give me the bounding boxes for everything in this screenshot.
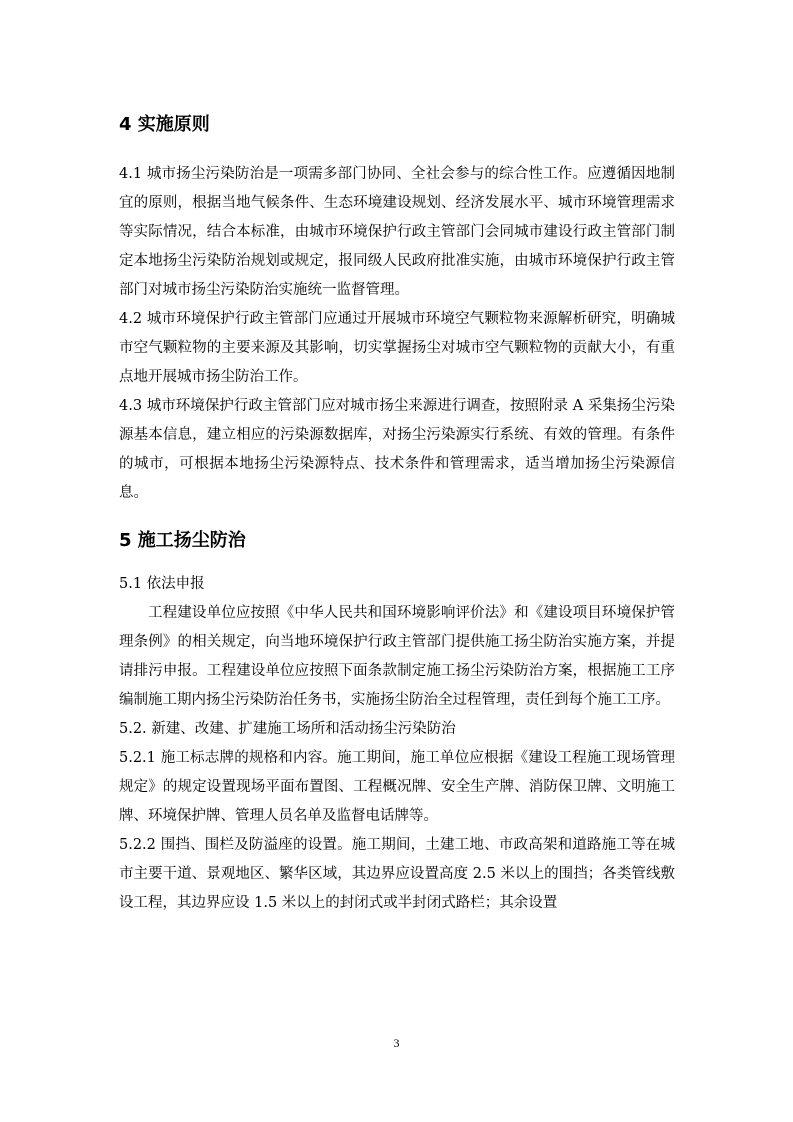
clause-5-2: 5.2. 新建、改建、扩建施工场所和活动扬尘污染防治 xyxy=(119,721,456,737)
clause-4-1: 4.1 城市扬尘污染防治是一项需多部门协同、全社会参与的综合性工作。应遵循因地制宜的原则，根据当地气候条件、生态环境建设规划、经济发展水平、城市环境管理需求等实际情况，结合本标准，由城市环境保护行政主管部门会同城市建设行政主管部门制定本地扬尘污染防治规划或规定，报同级人民政府批准实施，由城市环境保护行政主管部门对城市扬尘污染防治实施统一监督管理。 xyxy=(119,166,675,298)
page-content xyxy=(119,110,675,918)
clause-5-1-body: 工程建设单位应按照《中华人民共和国环境影响评价法》和《建设项目环境保护管理条例》的相关规定，向当地环境保护行政主管部门提供施工扬尘防治实施方案，并提请排污申报。工程建设单位应按照下面条款制定施工扬尘污染防治方案，根据施工工序编制施工期内扬尘污染防治任务书，实施扬尘防治全过程管理，责任到每个施工工序。 xyxy=(119,605,675,708)
page-number: 3 xyxy=(393,1036,400,1050)
clause-5-2-1: 5.2.1 施工标志牌的规格和内容。施工期间，施工单位应根据《建设工程施工现场管理规定》的规定设置现场平面布置图、工程概况牌、安全生产牌、消防保卫牌、文明施工牌、环境保护牌、管理人员名单及监督电话牌等。 xyxy=(119,750,675,824)
clause-4-2: 4.2 城市环境保护行政主管部门应通过开展城市环境空气颗粒物来源解析研究，明确城市空气颗粒物的主要来源及其影响，切实掌握扬尘对城市空气颗粒物的贡献大小，有重点地开展城市扬尘防治工作。 xyxy=(119,311,675,385)
section-heading-4: 4 实施原则 xyxy=(119,114,210,135)
section-heading-5: 5 施工扬尘防治 xyxy=(119,530,246,551)
clause-4-3: 4.3 城市环境保护行政主管部门应对城市扬尘来源进行调查，按照附录 A 采集扬尘污染源基本信息，建立相应的污染源数据库，对扬尘污染源实行系统、有效的管理。有条件的城市，可根据本地扬尘污染源特点、技术条件和管理需求，适当增加扬尘污染源信息。 xyxy=(119,398,675,501)
clause-5-1: 5.1 依法申报 xyxy=(119,576,205,592)
clause-5-2-2: 5.2.2 围挡、围栏及防溢座的设置。施工期间，土建工地、市政高架和道路施工等在城市主要干道、景观地区、繁华区域，其边界应设置高度 2.5 米以上的围挡；各类管线敷设工程，其边界应设 1.5 米以上的封闭式或半封闭式路栏；其余设置 xyxy=(119,837,675,911)
